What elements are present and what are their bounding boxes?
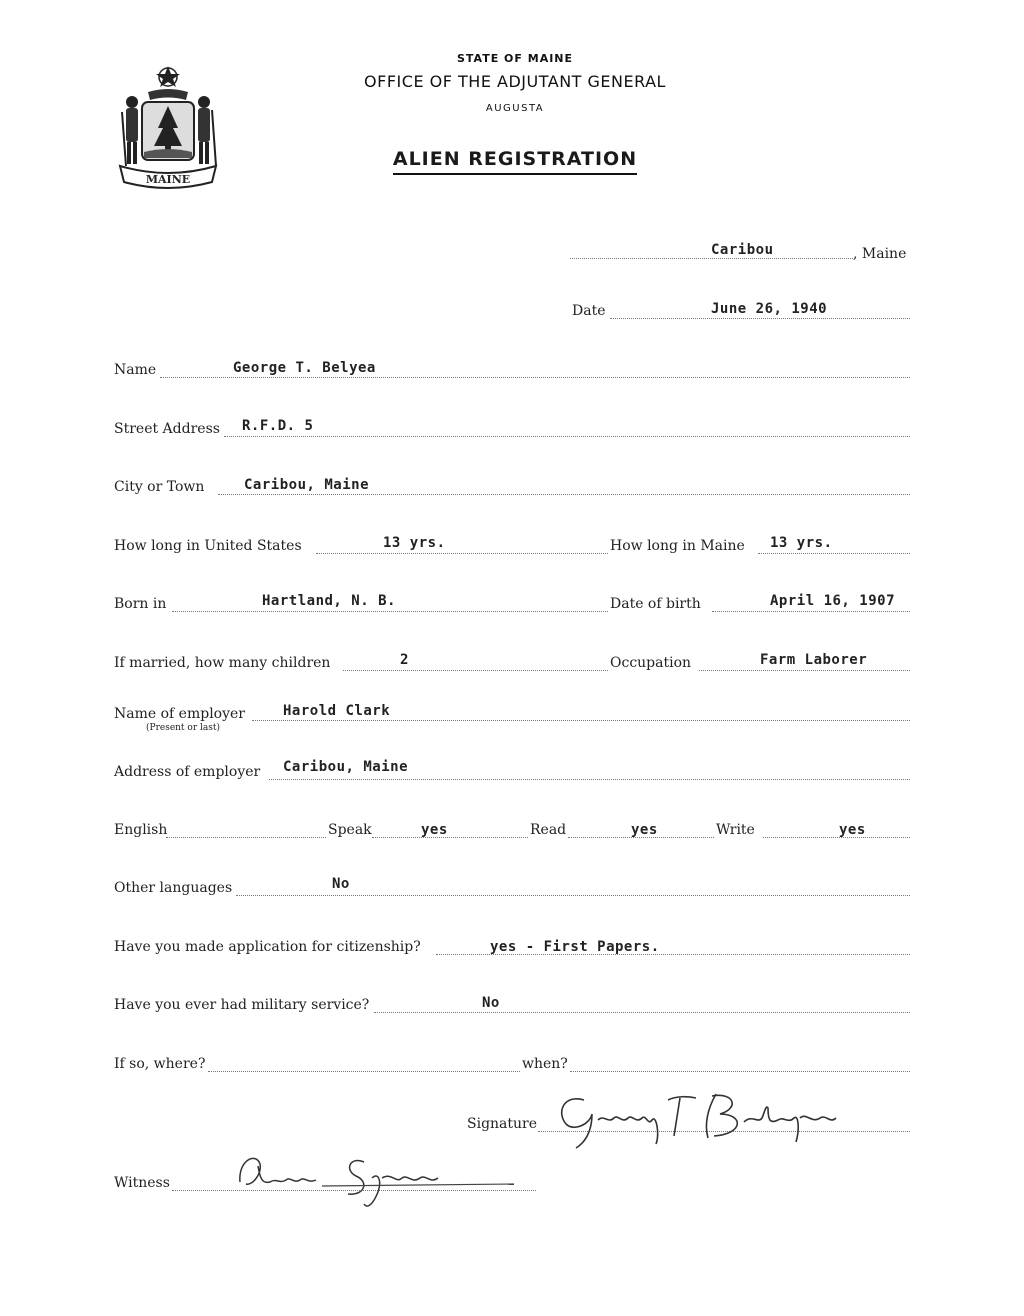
speak-line bbox=[372, 837, 528, 838]
date-line bbox=[610, 318, 910, 319]
signature-label: Signature bbox=[467, 1116, 538, 1132]
write-value: yes bbox=[839, 822, 866, 838]
place-value: Caribou bbox=[711, 242, 774, 258]
citizenship-label: Have you made application for citizenship? bbox=[114, 939, 421, 955]
maine-state-seal-icon bbox=[112, 62, 224, 194]
employer-line bbox=[252, 720, 910, 721]
me-duration-label: How long in Maine bbox=[610, 538, 745, 554]
dob-label: Date of birth bbox=[610, 596, 701, 612]
witness-handwriting bbox=[232, 1144, 522, 1214]
seal-banner-text: MAINE bbox=[145, 173, 191, 186]
where-line bbox=[208, 1071, 520, 1072]
dob-value: April 16, 1907 bbox=[770, 593, 896, 609]
when-label: when? bbox=[522, 1056, 568, 1072]
street-value: R.F.D. 5 bbox=[242, 418, 314, 434]
write-label: Write bbox=[716, 822, 755, 838]
employer-address-label: Address of employer bbox=[114, 764, 261, 780]
office-heading: OFFICE OF THE ADJUTANT GENERAL bbox=[364, 72, 666, 91]
read-value: yes bbox=[631, 822, 658, 838]
other-languages-line bbox=[236, 895, 910, 896]
us-duration-value: 13 yrs. bbox=[383, 535, 446, 551]
english-line bbox=[166, 837, 326, 838]
other-languages-value: No bbox=[332, 876, 350, 892]
military-line bbox=[374, 1012, 910, 1013]
dob-line bbox=[712, 611, 910, 612]
us-duration-line bbox=[316, 553, 608, 554]
employer-note: (Present or last) bbox=[146, 723, 220, 733]
us-duration-label: How long in United States bbox=[114, 538, 302, 554]
citizenship-value: yes - First Papers. bbox=[490, 939, 660, 955]
place-line bbox=[570, 258, 853, 259]
name-label: Name bbox=[114, 362, 157, 378]
write-line bbox=[763, 837, 910, 838]
witness-label: Witness bbox=[114, 1175, 170, 1191]
place-suffix: , Maine bbox=[853, 246, 907, 262]
me-duration-line bbox=[758, 553, 910, 554]
form-title: ALIEN REGISTRATION bbox=[393, 148, 637, 175]
children-line bbox=[343, 670, 608, 671]
form-title-wrap bbox=[300, 148, 730, 175]
date-value: June 26, 1940 bbox=[711, 301, 828, 317]
city-town-line bbox=[218, 494, 910, 495]
city-heading: AUGUSTA bbox=[485, 103, 545, 114]
children-value: 2 bbox=[400, 652, 409, 668]
born-value: Hartland, N. B. bbox=[262, 593, 396, 609]
employer-label: Name of employer bbox=[114, 706, 245, 722]
where-label: If so, where? bbox=[114, 1056, 206, 1072]
city-town-label: City or Town bbox=[114, 479, 205, 495]
military-value: No bbox=[482, 995, 500, 1011]
read-label: Read bbox=[530, 822, 567, 838]
when-line bbox=[570, 1071, 910, 1072]
state-heading: STATE OF MAINE bbox=[456, 52, 574, 65]
occupation-value: Farm Laborer bbox=[760, 652, 868, 668]
speak-label: Speak bbox=[328, 822, 372, 838]
children-label: If married, how many children bbox=[114, 655, 331, 671]
military-label: Have you ever had military service? bbox=[114, 997, 370, 1013]
employer-value: Harold Clark bbox=[283, 703, 391, 719]
signature-handwriting bbox=[548, 1084, 858, 1154]
speak-value: yes bbox=[421, 822, 448, 838]
born-line bbox=[172, 611, 608, 612]
street-line bbox=[224, 436, 910, 437]
me-duration-value: 13 yrs. bbox=[770, 535, 833, 551]
other-languages-label: Other languages bbox=[114, 880, 233, 896]
born-label: Born in bbox=[114, 596, 167, 612]
date-label: Date bbox=[572, 303, 606, 319]
name-line bbox=[160, 377, 910, 378]
occupation-line bbox=[699, 670, 910, 671]
city-town-value: Caribou, Maine bbox=[244, 477, 370, 493]
street-label: Street Address bbox=[114, 421, 220, 437]
employer-address-line bbox=[269, 779, 910, 780]
name-value: George T. Belyea bbox=[233, 360, 376, 376]
english-label: English bbox=[114, 822, 168, 838]
occupation-label: Occupation bbox=[610, 655, 692, 671]
employer-address-value: Caribou, Maine bbox=[283, 759, 409, 775]
